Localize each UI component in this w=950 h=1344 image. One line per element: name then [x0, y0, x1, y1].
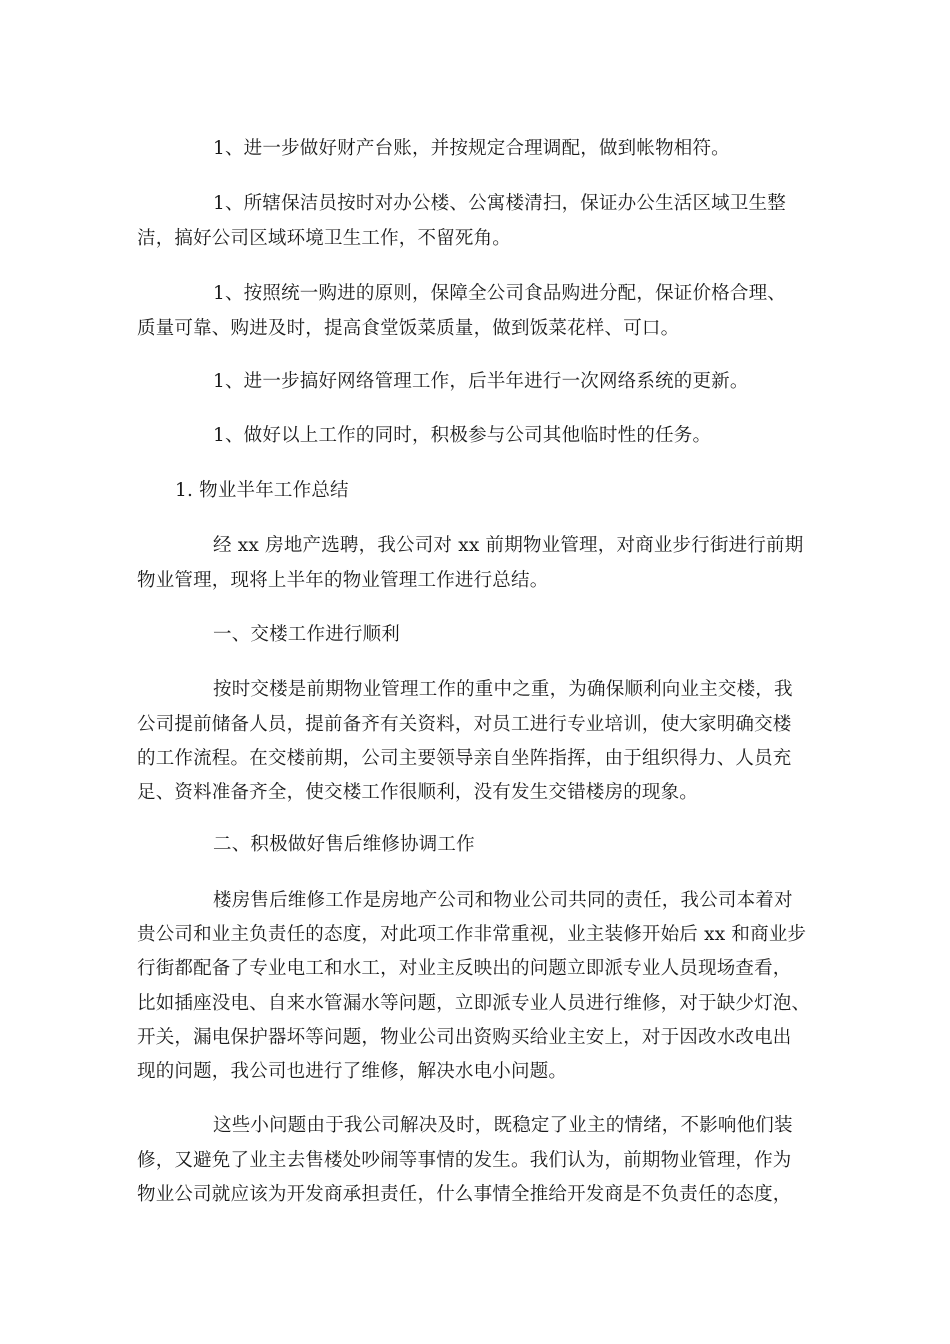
- list-item-food-line-2: 质量可靠、购进及时，提高食堂饭菜质量，做到饭菜花样、可口。: [137, 318, 680, 339]
- list-item-food-line-1: 1、按照统一购进的原则，保障全公司食品购进分配，保证价格合理、: [213, 283, 786, 304]
- list-item-cleaning-line-2: 洁，搞好公司区域环境卫生工作，不留死角。: [137, 228, 512, 249]
- list-item-network: 1、进一步搞好网络管理工作，后半年进行一次网络系统的更新。: [213, 371, 749, 392]
- subheading-handover: 一、交楼工作进行顺利: [213, 624, 401, 645]
- conclusion-paragraph-line-1: 这些小问题由于我公司解决及时，既稳定了业主的情绪，不影响他们装: [213, 1115, 793, 1136]
- maintenance-paragraph-line-2: 贵公司和业主负责任的态度，对此项工作非常重视，业主装修开始后 xx 和商业步: [137, 924, 807, 945]
- list-item-temporary-tasks: 1、做好以上工作的同时，积极参与公司其他临时性的任务。: [213, 425, 712, 446]
- maintenance-paragraph-line-1: 楼房售后维修工作是房地产公司和物业公司共同的责任，我公司本着对: [213, 890, 793, 911]
- handover-paragraph-line-1: 按时交楼是前期物业管理工作的重中之重，为确保顺利向业主交楼，我: [213, 679, 793, 700]
- handover-paragraph-line-4: 足、资料准备齐全，使交楼工作很顺利，没有发生交错楼房的现象。: [137, 782, 699, 803]
- maintenance-paragraph-line-4: 比如插座没电、自来水管漏水等问题，立即派专业人员进行维修，对于缺少灯泡、: [137, 993, 811, 1014]
- intro-paragraph-line-2: 物业管理，现将上半年的物业管理工作进行总结。: [137, 570, 549, 591]
- conclusion-paragraph-line-2: 修，又避免了业主去售楼处吵闹等事情的发生。我们认为，前期物业管理，作为: [137, 1150, 792, 1171]
- handover-paragraph-line-3: 的工作流程。在交楼前期，公司主要领导亲自坐阵指挥，由于组织得力、人员充: [137, 748, 792, 769]
- conclusion-paragraph-line-3: 物业公司就应该为开发商承担责任，什么事情全推给开发商是不负责任的态度，: [137, 1184, 792, 1205]
- list-item-ledger: 1、进一步做好财产台账，并按规定合理调配，做到帐物相符。: [213, 138, 730, 159]
- section-heading-summary: 1. 物业半年工作总结: [175, 480, 349, 501]
- list-item-cleaning-line-1: 1、所辖保洁员按时对办公楼、公寓楼清扫，保证办公生活区域卫生整: [213, 193, 786, 214]
- handover-paragraph-line-2: 公司提前储备人员，提前备齐有关资料，对员工进行专业培训，使大家明确交楼: [137, 714, 792, 735]
- maintenance-paragraph-line-5: 开关，漏电保护器坏等问题，物业公司出资购买给业主安上，对于因改水改电出: [137, 1027, 792, 1048]
- maintenance-paragraph-line-3: 行街都配备了专业电工和水工，对业主反映出的问题立即派专业人员现场查看，: [137, 958, 792, 979]
- intro-paragraph-line-1: 经 xx 房地产选聘，我公司对 xx 前期物业管理，对商业步行街进行前期: [213, 535, 804, 556]
- subheading-maintenance: 二、积极做好售后维修协调工作: [213, 834, 475, 855]
- maintenance-paragraph-line-6: 现的问题，我公司也进行了维修，解决水电小问题。: [137, 1061, 568, 1082]
